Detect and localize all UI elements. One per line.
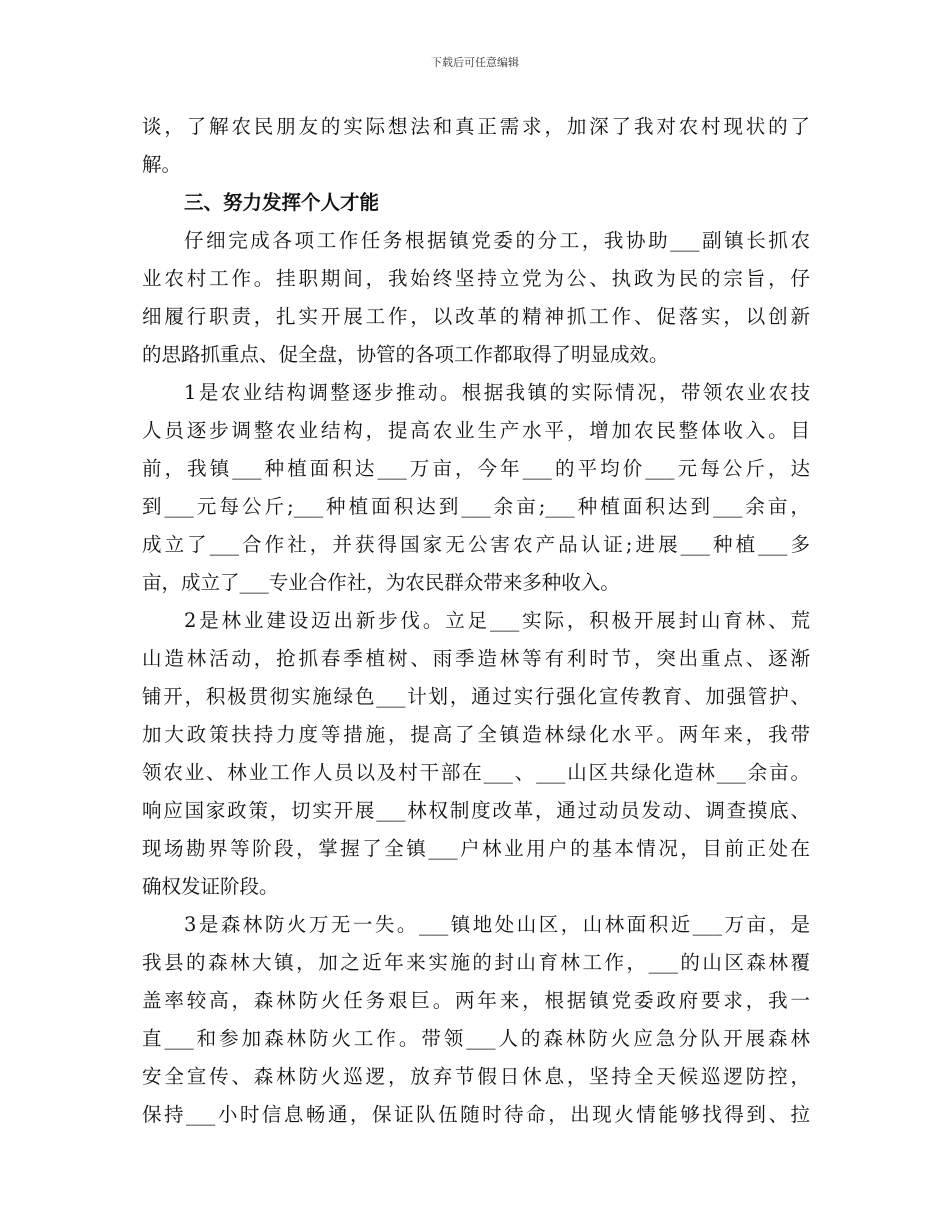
text-line: 谈，了解农民朋友的实际想法和真正需求，加深了我对农村现状的了 [142, 115, 810, 138]
section-heading: 三、努力发挥个人才能 [184, 191, 380, 214]
text-line: 加大政策扶持力度等措施，提高了全镇造林绿化水平。两年来，我带 [142, 723, 810, 746]
text-line: 前，我镇___种植面积达___万亩，今年___的平均价___元每公斤，达 [142, 457, 810, 480]
text-line: 确权发证阶段。 [142, 875, 279, 898]
text-line: 成立了___合作社，并获得国家无公害农产品认证;进展___种植___多 [142, 533, 810, 556]
text-line: 山造林活动，抢抓春季植树、雨季造林等有利时节，突出重点、逐渐 [142, 647, 810, 670]
text-line: 业农村工作。挂职期间，我始终坚持立党为公、执政为民的宗旨，仔 [142, 267, 810, 290]
text-line: 解。 [142, 153, 182, 176]
text-line: 亩，成立了___专业合作社，为农民群众带来多种收入。 [142, 571, 620, 594]
text-line: 仔细完成各项工作任务根据镇党委的分工，我协助___副镇长抓农 [184, 229, 810, 252]
text-line: 领农业、林业工作人员以及村干部在___、___山区共绿化造林___余亩。 [142, 761, 810, 784]
text-line: 保持___小时信息畅通，保证队伍随时待命，出现火情能够找得到、拉 [142, 1103, 810, 1126]
text-line: 3是森林防火万无一失。___镇地处山区，山林面积近___万亩，是 [184, 913, 810, 936]
text-line: 人员逐步调整农业结构，提高农业生产水平，增加农民整体收入。目 [142, 419, 810, 442]
text-line: 的思路抓重点、促全盘，协管的各项工作都取得了明显成效。 [142, 343, 669, 366]
text-line: 2是林业建设迈出新步伐。立足___实际，积极开展封山育林、荒 [184, 609, 810, 632]
text-line: 我县的森林大镇，加之近年来实施的封山育林工作，___的山区森林覆 [142, 951, 810, 974]
text-line: 直___和参加森林防火工作。带领___人的森林防火应急分队开展森林 [142, 1027, 810, 1050]
page-header: 下载后可任意编辑 [431, 56, 519, 69]
text-line: 现场勘界等阶段，掌握了全镇___户林业用户的基本情况，目前正处在 [142, 837, 810, 860]
document-body [142, 108, 810, 1134]
text-line: 安全宣传、森林防火巡逻，放弃节假日休息，坚持全天候巡逻防控， [142, 1065, 810, 1088]
text-line: 盖率较高，森林防火任务艰巨。两年来，根据镇党委政府要求，我一 [142, 989, 810, 1012]
text-line: 细履行职责，扎实开展工作，以改革的精神抓工作、促落实，以创新 [142, 305, 810, 328]
text-line: 到___元每公斤;___种植面积达到___余亩;___种植面积达到___余亩， [142, 495, 810, 518]
text-line: 铺开，积极贯彻实施绿色___计划，通过实行强化宣传教育、加强管护、 [142, 685, 810, 708]
text-line: 1是农业结构调整逐步推动。根据我镇的实际情况，带领农业农技 [184, 381, 810, 404]
text-line: 响应国家政策，切实开展___林权制度改革，通过动员发动、调查摸底、 [142, 799, 810, 822]
